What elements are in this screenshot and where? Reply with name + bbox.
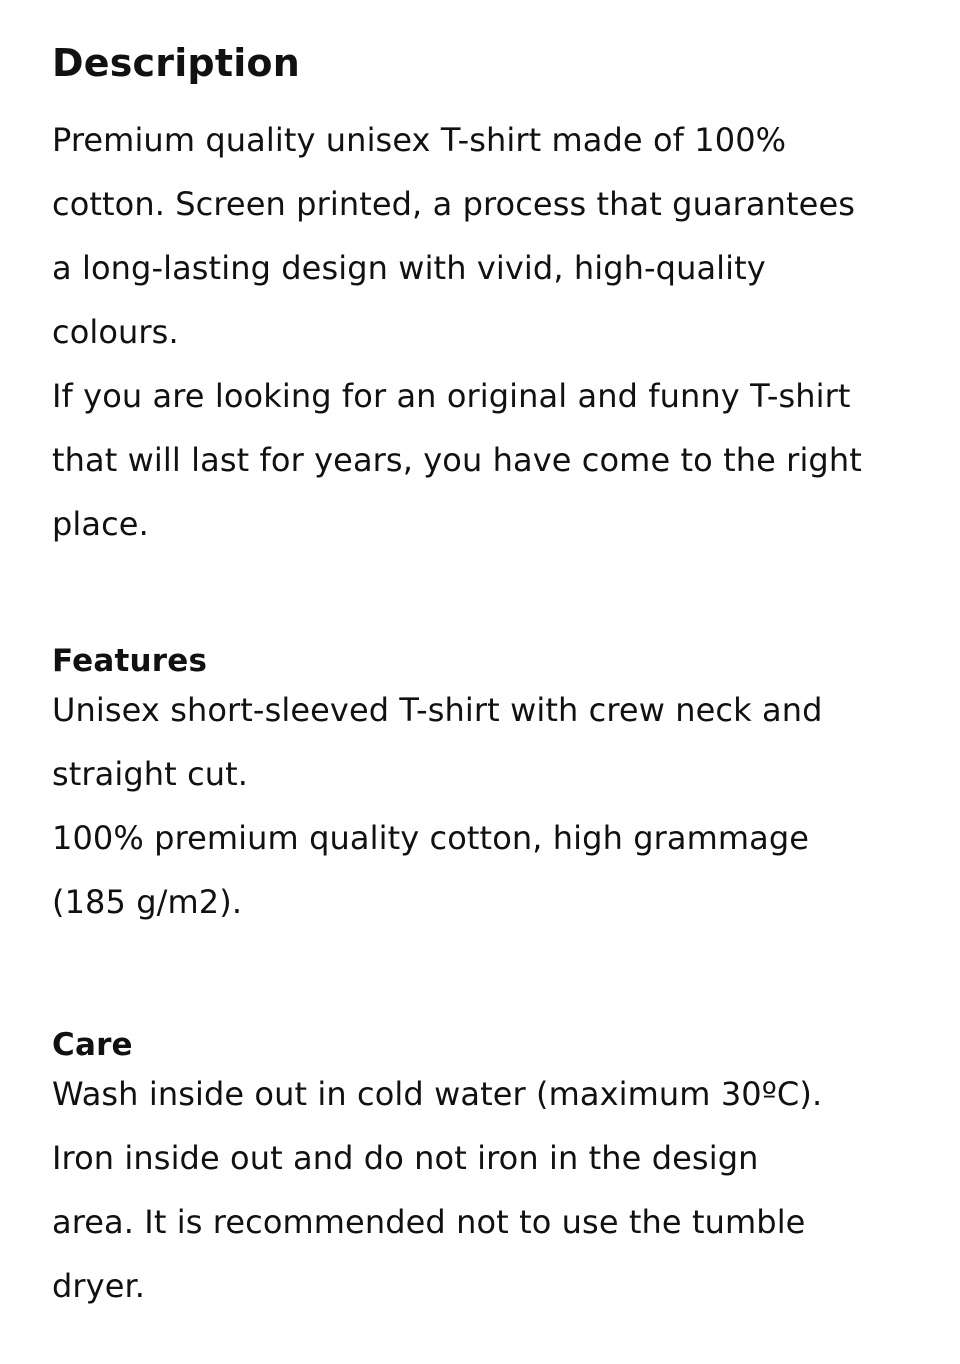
features-paragraph-2 bbox=[52, 806, 912, 934]
description-line-4: colours. bbox=[52, 313, 179, 351]
features-body bbox=[52, 678, 912, 934]
features-line-3: 100% premium quality cotton, high grammage bbox=[52, 819, 810, 857]
features-line-1: Unisex short-sleeved T-shirt with crew neck and bbox=[52, 691, 823, 729]
care-body bbox=[52, 1062, 912, 1318]
care-line-3: area. It is recommended not to use the tumble bbox=[52, 1203, 806, 1241]
care-line-2: Iron inside out and do not iron in the design bbox=[52, 1139, 759, 1177]
description-section bbox=[52, 41, 912, 556]
features-line-4: (185 g/m2). bbox=[52, 883, 243, 921]
description-paragraph-1 bbox=[52, 108, 912, 364]
care-paragraph-2 bbox=[52, 1126, 912, 1318]
care-line-4: dryer. bbox=[52, 1267, 146, 1305]
features-heading: Features bbox=[52, 643, 208, 679]
features-paragraph-1 bbox=[52, 678, 912, 806]
description-line-3: a long-lasting design with vivid, high-quality bbox=[52, 249, 766, 287]
care-section bbox=[52, 1027, 912, 1318]
care-heading: Care bbox=[52, 1027, 133, 1063]
description-body bbox=[52, 108, 912, 556]
description-line-6: that will last for years, you have come to the right bbox=[52, 441, 862, 479]
care-paragraph-1 bbox=[52, 1062, 912, 1126]
description-line-5: If you are looking for an original and funny T-shirt bbox=[52, 377, 851, 415]
description-line-1: Premium quality unisex T-shirt made of 100% bbox=[52, 121, 787, 159]
description-heading: Description bbox=[52, 41, 300, 85]
features-section bbox=[52, 643, 912, 934]
features-line-2: straight cut. bbox=[52, 755, 249, 793]
description-line-7: place. bbox=[52, 505, 149, 543]
description-line-2: cotton. Screen printed, a process that guarantees bbox=[52, 185, 856, 223]
care-line-1: Wash inside out in cold water (maximum 30ºC). bbox=[52, 1075, 823, 1113]
description-paragraph-2 bbox=[52, 364, 912, 556]
